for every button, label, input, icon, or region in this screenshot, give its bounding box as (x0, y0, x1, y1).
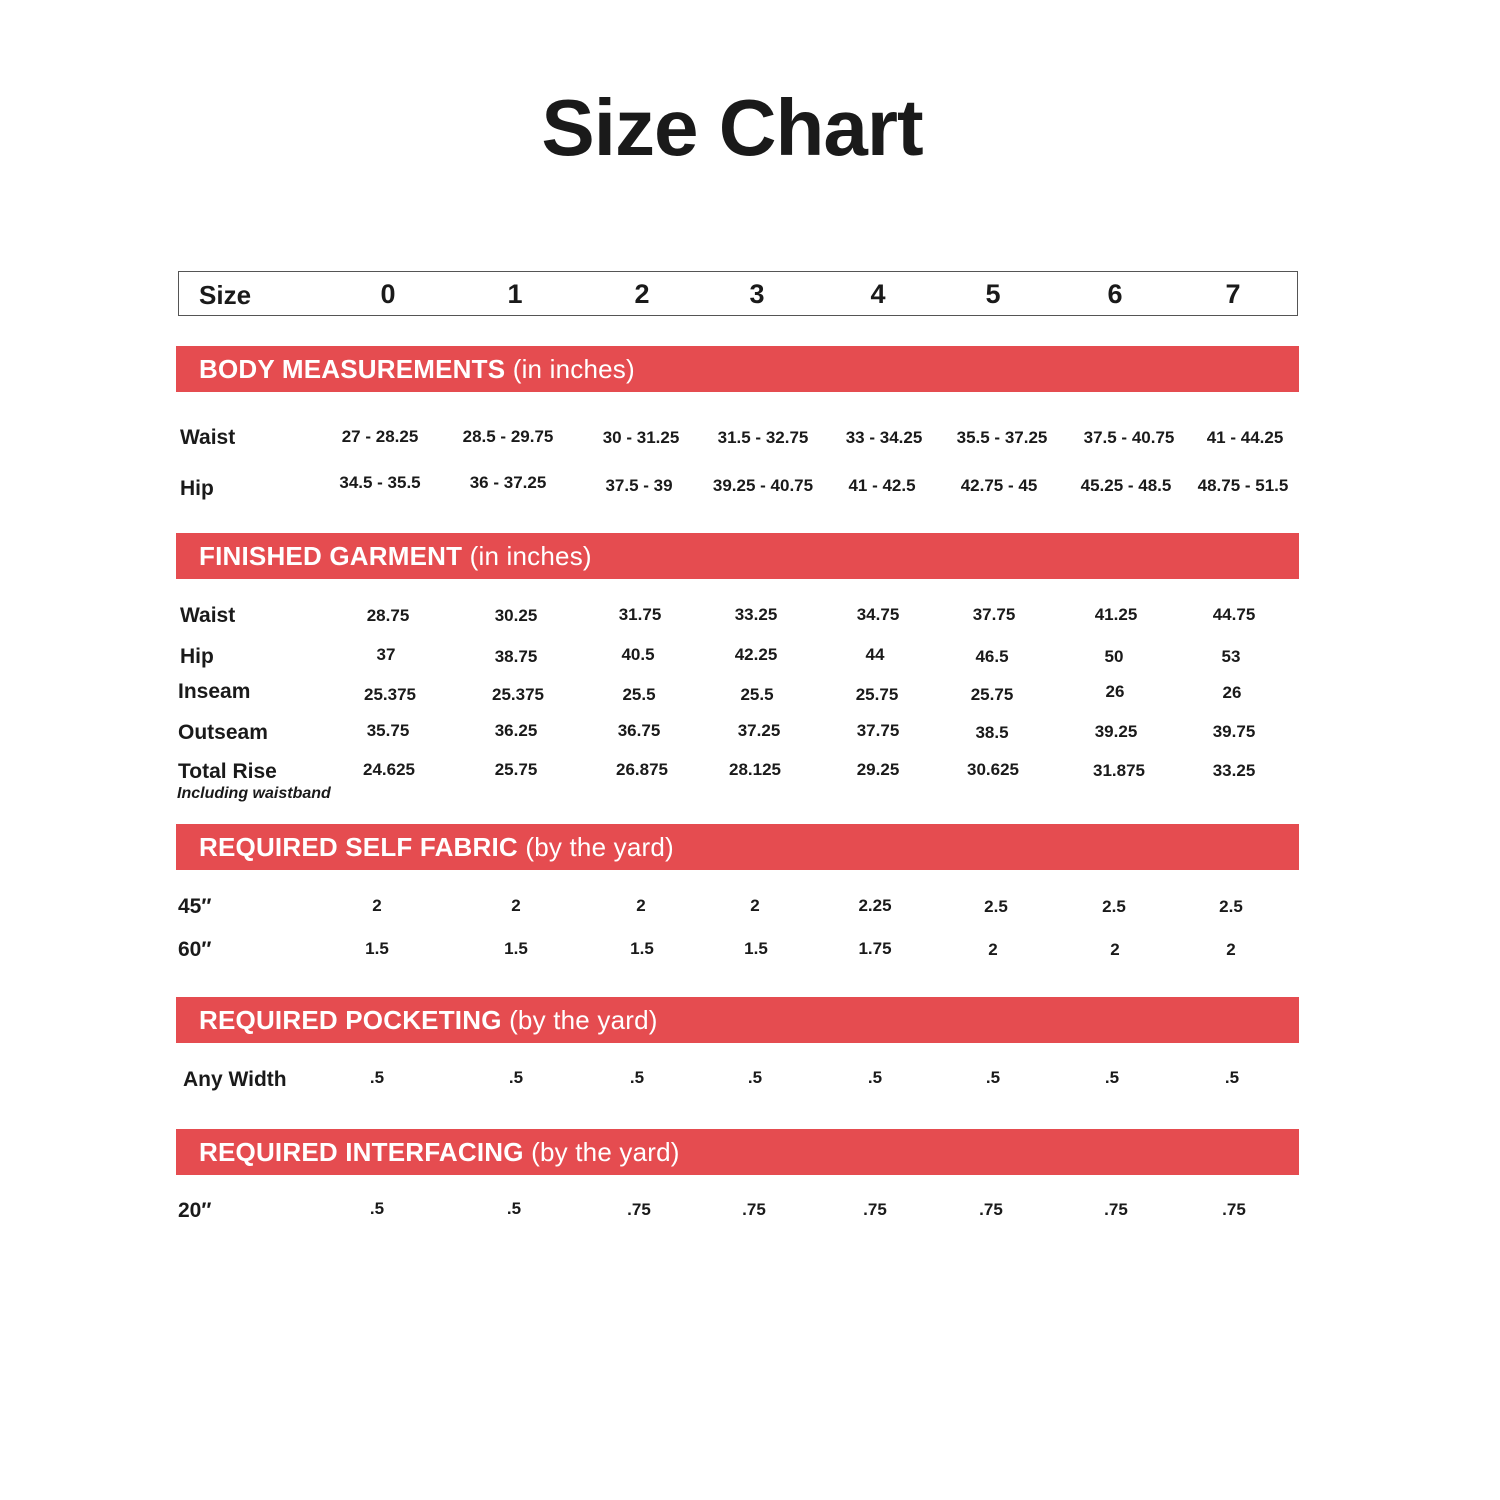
cell-interfacing-3: .75 (742, 1200, 766, 1219)
cell-garment-rise-2: 26.875 (616, 760, 668, 779)
cell-interfacing-5: .75 (979, 1200, 1003, 1219)
cell-fabric-60-6: 2 (1110, 940, 1120, 959)
size-header-3: 3 (749, 279, 765, 309)
cell-fabric-45-3: 2 (750, 896, 760, 915)
cell-garment-waist-4: 34.75 (856, 605, 900, 624)
cell-body-waist-3: 31.5 - 32.75 (717, 428, 809, 447)
cell-garment-hip-1: 38.75 (494, 647, 538, 666)
cell-fabric-60-2: 1.5 (630, 939, 654, 958)
cell-garment-waist-5: 37.75 (972, 605, 1016, 624)
cell-pocketing-2: .5 (629, 1068, 645, 1087)
section-band-finished-garment (176, 533, 1299, 579)
cell-garment-inseam-4: 25.75 (855, 685, 899, 704)
cell-pocketing-5: .5 (985, 1068, 1001, 1087)
cell-garment-outseam-1: 36.25 (494, 721, 538, 740)
cell-body-waist-6: 37.5 - 40.75 (1083, 428, 1175, 447)
section-title: REQUIRED SELF FABRIC (by the yard) (199, 832, 674, 862)
cell-garment-rise-7: 33.25 (1212, 761, 1256, 780)
cell-garment-waist-6: 41.25 (1094, 605, 1138, 624)
cell-fabric-60-5: 2 (988, 940, 998, 959)
section-band-interfacing (176, 1129, 1299, 1175)
section-title: FINISHED GARMENT (in inches) (199, 541, 592, 571)
cell-fabric-60-0: 1.5 (365, 939, 389, 958)
cell-body-waist-5: 35.5 - 37.25 (956, 428, 1048, 447)
cell-garment-outseam-0: 35.75 (366, 721, 410, 740)
cell-garment-outseam-5: 38.5 (975, 723, 1009, 742)
cell-body-waist-2: 30 - 31.25 (602, 428, 680, 447)
cell-interfacing-2: .75 (627, 1200, 651, 1219)
row-label-body-hip: Hip (180, 477, 214, 500)
cell-fabric-45-1: 2 (511, 896, 521, 915)
cell-garment-hip-0: 37 (376, 645, 396, 664)
cell-pocketing-6: .5 (1104, 1068, 1120, 1087)
cell-interfacing-0: .5 (369, 1199, 385, 1218)
cell-garment-rise-4: 29.25 (856, 760, 900, 779)
row-label-fabric-60: 60″ (178, 938, 212, 961)
cell-garment-inseam-0: 25.375 (364, 685, 416, 704)
cell-fabric-45-2: 2 (636, 896, 646, 915)
cell-garment-waist-7: 44.75 (1212, 605, 1256, 624)
cell-body-waist-0: 27 - 28.25 (341, 427, 419, 446)
cell-garment-rise-1: 25.75 (494, 760, 538, 779)
cell-garment-outseam-2: 36.75 (617, 721, 661, 740)
cell-garment-rise-5: 30.625 (967, 760, 1019, 779)
section-band-body-measurements (176, 346, 1299, 392)
cell-garment-hip-5: 46.5 (975, 647, 1009, 666)
size-header-7: 7 (1225, 279, 1241, 309)
cell-body-hip-2: 37.5 - 39 (605, 476, 673, 495)
cell-fabric-45-0: 2 (372, 896, 382, 915)
section-band-self-fabric (176, 824, 1299, 870)
cell-garment-hip-3: 42.25 (734, 645, 778, 664)
cell-garment-inseam-7: 26 (1222, 683, 1242, 702)
size-header-6: 6 (1107, 279, 1123, 309)
cell-garment-inseam-5: 25.75 (970, 685, 1014, 704)
cell-body-hip-1: 36 - 37.25 (469, 473, 547, 492)
cell-pocketing-7: .5 (1224, 1068, 1240, 1087)
row-label-garment-inseam: Inseam (178, 680, 251, 703)
cell-fabric-45-4: 2.25 (858, 896, 892, 915)
cell-garment-inseam-1: 25.375 (492, 685, 544, 704)
cell-garment-outseam-6: 39.25 (1094, 722, 1138, 741)
cell-body-hip-7: 48.75 - 51.5 (1197, 476, 1289, 495)
row-label-garment-total-rise: Total Rise (178, 760, 277, 783)
cell-garment-inseam-3: 25.5 (740, 685, 774, 704)
cell-garment-waist-3: 33.25 (734, 605, 778, 624)
cell-garment-inseam-6: 26 (1105, 682, 1125, 701)
cell-fabric-60-4: 1.75 (858, 939, 892, 958)
section-title: REQUIRED INTERFACING (by the yard) (199, 1137, 680, 1167)
cell-body-hip-3: 39.25 - 40.75 (712, 476, 814, 495)
cell-pocketing-0: .5 (369, 1068, 385, 1087)
row-label-garment-hip: Hip (180, 645, 214, 668)
cell-fabric-60-7: 2 (1226, 940, 1236, 959)
cell-body-hip-0: 34.5 - 35.5 (339, 473, 421, 492)
cell-garment-hip-6: 50 (1104, 647, 1124, 666)
cell-garment-inseam-2: 25.5 (622, 685, 656, 704)
row-label-fabric-45: 45″ (178, 895, 212, 918)
page-title: Size Chart (541, 83, 923, 172)
cell-garment-waist-1: 30.25 (494, 606, 538, 625)
cell-body-waist-7: 41 - 44.25 (1206, 428, 1284, 447)
size-header-4: 4 (870, 279, 886, 309)
cell-interfacing-1: .5 (506, 1199, 522, 1218)
cell-garment-waist-2: 31.75 (618, 605, 662, 624)
cell-garment-hip-4: 44 (865, 645, 885, 664)
row-label-body-waist: Waist (180, 426, 236, 449)
cell-garment-waist-0: 28.75 (366, 606, 410, 625)
row-label-garment-waist: Waist (180, 604, 236, 627)
cell-body-waist-1: 28.5 - 29.75 (462, 427, 554, 446)
section-title: REQUIRED POCKETING (by the yard) (199, 1005, 658, 1035)
cell-fabric-45-5: 2.5 (984, 897, 1008, 916)
cell-body-waist-4: 33 - 34.25 (845, 428, 923, 447)
cell-interfacing-7: .75 (1222, 1200, 1246, 1219)
cell-fabric-60-1: 1.5 (504, 939, 528, 958)
size-header-row (178, 271, 1298, 316)
row-label-pocketing-any-width: Any Width (183, 1068, 287, 1091)
cell-interfacing-4: .75 (863, 1200, 887, 1219)
cell-garment-hip-7: 53 (1221, 647, 1241, 666)
row-label-interfacing-20: 20″ (178, 1199, 212, 1222)
size-header-2: 2 (634, 279, 650, 309)
size-header-label: Size (199, 280, 252, 310)
cell-garment-rise-0: 24.625 (363, 760, 415, 779)
cell-pocketing-3: .5 (747, 1068, 763, 1087)
size-header-0: 0 (380, 279, 396, 309)
section-band-pocketing (176, 997, 1299, 1043)
size-header-5: 5 (985, 279, 1001, 309)
row-label-garment-outseam: Outseam (178, 721, 268, 744)
cell-pocketing-4: .5 (867, 1068, 883, 1087)
cell-fabric-60-3: 1.5 (744, 939, 768, 958)
row-sublabel-including-waistband: Including waistband (177, 785, 331, 802)
cell-garment-outseam-3: 37.25 (737, 721, 781, 740)
cell-garment-rise-3: 28.125 (729, 760, 781, 779)
cell-body-hip-6: 45.25 - 48.5 (1080, 476, 1172, 495)
cell-interfacing-6: .75 (1104, 1200, 1128, 1219)
cell-body-hip-4: 41 - 42.5 (848, 476, 916, 495)
section-title: BODY MEASUREMENTS (in inches) (199, 354, 635, 384)
cell-garment-outseam-7: 39.75 (1212, 722, 1256, 741)
cell-pocketing-1: .5 (508, 1068, 524, 1087)
cell-garment-hip-2: 40.5 (621, 645, 655, 664)
cell-garment-outseam-4: 37.75 (856, 721, 900, 740)
cell-body-hip-5: 42.75 - 45 (960, 476, 1038, 495)
cell-fabric-45-6: 2.5 (1102, 897, 1126, 916)
size-header-1: 1 (507, 279, 523, 309)
cell-garment-rise-6: 31.875 (1093, 761, 1145, 780)
cell-fabric-45-7: 2.5 (1219, 897, 1243, 916)
